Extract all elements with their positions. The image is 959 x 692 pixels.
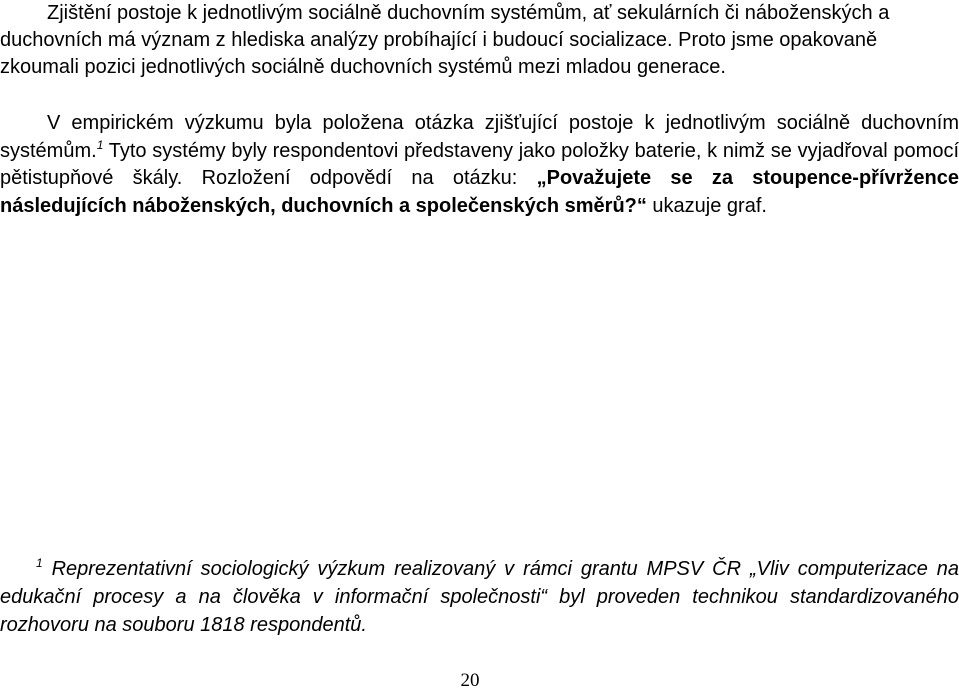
footnote-reference: 1 <box>96 137 104 152</box>
paragraph-research-tail: ukazuje graf. <box>646 194 767 217</box>
paragraph-research-lead: V empirickém výzkumu byla položena otázka zjišťující postoje k jednotlivým sociálně duchovním systémům. <box>0 112 959 162</box>
paragraph-research <box>0 110 959 220</box>
paragraph-research-middle: Tyto systémy byly respondentovi představeny jako položky baterie, k nimž se vyjadřoval pomocí pětistupňové škály. Rozložení odpovědí na otázku: <box>0 139 959 189</box>
footnote-marker: 1 <box>36 556 43 570</box>
page-number: 20 <box>460 670 480 691</box>
paragraph-intro-text: Zjištění postoje k jednotlivým sociálně duchovním systémům, ať sekulárních či náboženských a duchovních má význam z hlediska analýzy probíhající i budoucí socializace. Proto jsme opakovaně zkoumali pozici jednotlivých sociálně duchovních systémů mezi mladou generace. <box>0 2 890 78</box>
paragraph-intro <box>0 0 959 81</box>
footnote <box>0 555 959 639</box>
survey-question: „Považujete se za stoupence-přívržence následujících náboženských, duchovních a společenských směrů?“ <box>0 167 959 217</box>
footnote-text: Reprezentativní sociologický výzkum realizovaný v rámci grantu MPSV ČR „Vliv computerizace na edukační procesy a na člověka v informační společnosti“ byl proveden technikou standardizovaného rozhovoru na souboru 1818 respondentů. <box>0 558 959 636</box>
